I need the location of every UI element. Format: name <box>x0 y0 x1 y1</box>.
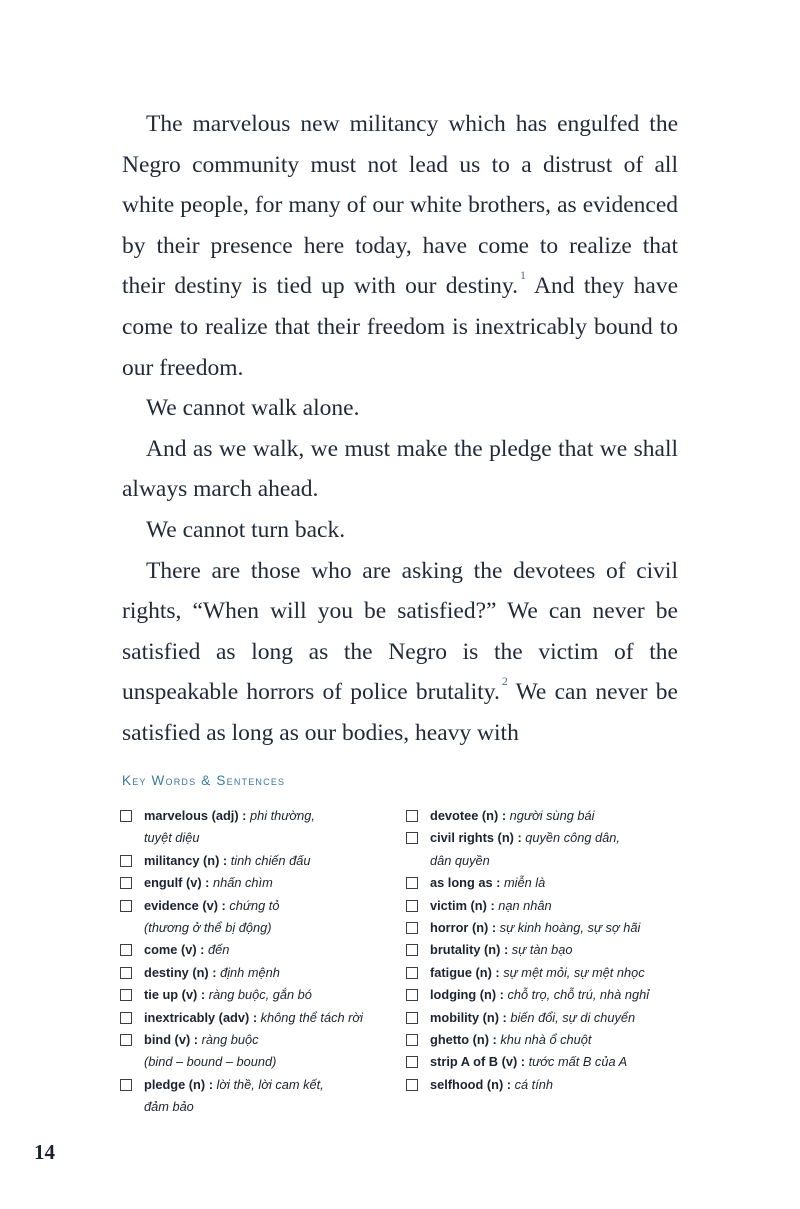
key-word-separator: : <box>208 964 221 980</box>
key-word-item <box>406 1074 686 1096</box>
key-word-separator: : <box>503 1076 515 1092</box>
checkbox-icon[interactable] <box>120 1079 132 1091</box>
key-word-meaning-continued: đảm bảo <box>144 1099 194 1115</box>
key-word-separator: : <box>190 1032 202 1048</box>
key-word-meaning: khu nhà ổ chuột <box>500 1032 592 1048</box>
key-word-meaning: tinh chiến đấu <box>230 852 311 868</box>
key-word-item <box>406 805 686 827</box>
checkbox-icon[interactable] <box>406 810 418 822</box>
checkbox-icon[interactable] <box>120 1034 132 1046</box>
main-text <box>122 104 678 754</box>
checkbox-icon[interactable] <box>120 810 132 822</box>
key-word-separator: : <box>488 920 500 936</box>
key-word-term: bind (v) <box>144 1032 191 1048</box>
key-word-item <box>120 895 395 940</box>
key-word-meaning: phi thường, <box>249 808 315 823</box>
key-word-meaning: nhấn chìm <box>212 875 273 891</box>
key-word-meaning: biến đổi, sự di chuyển <box>510 1009 636 1025</box>
key-word-meaning: miễn là <box>503 875 546 891</box>
key-word-item <box>120 1007 395 1029</box>
key-word-term: selfhood (n) <box>430 1076 504 1092</box>
key-words-right-column <box>406 805 686 1096</box>
key-word-separator: : <box>486 897 499 913</box>
key-word-meaning: sự mệt mỏi, sự mệt nhọc <box>503 964 645 980</box>
key-word-meaning: cá tính <box>514 1076 554 1092</box>
key-word-item <box>406 917 686 939</box>
key-word-separator: : <box>517 1054 529 1070</box>
key-word-item <box>406 895 686 917</box>
key-word-term: marvelous (adj) <box>144 808 239 823</box>
key-word-meaning: tước mất B của A <box>528 1054 628 1070</box>
key-word-term: come (v) <box>144 942 197 958</box>
key-word-item <box>120 1074 395 1119</box>
key-word-separator: : <box>219 852 231 868</box>
paragraph: We cannot walk alone. <box>146 395 360 422</box>
key-word-item <box>406 1051 686 1073</box>
key-word-item <box>120 850 395 872</box>
footnote-marker: 2 <box>501 674 508 689</box>
key-word-meaning-continued: dân quyền <box>430 852 490 868</box>
key-word-separator: : <box>196 942 208 958</box>
key-word-term: strip A of B (v) <box>430 1054 518 1070</box>
key-word-separator: : <box>496 987 508 1003</box>
checkbox-icon[interactable] <box>120 855 132 867</box>
key-word-term: tie up (v) <box>144 987 198 1003</box>
key-word-meaning-continued: (bind – bound – bound) <box>144 1054 277 1070</box>
key-word-item <box>406 939 686 961</box>
key-word-item <box>120 962 395 984</box>
key-word-item <box>120 1029 395 1074</box>
key-word-term: lodging (n) <box>430 987 497 1003</box>
key-word-term: as long as <box>430 875 493 891</box>
key-word-separator: : <box>489 1032 501 1048</box>
checkbox-icon[interactable] <box>120 877 132 889</box>
page-number: 14 <box>34 1140 55 1164</box>
key-word-term: horror (n) <box>430 920 489 936</box>
key-word-meaning: sự tàn bạo <box>511 942 573 958</box>
key-word-item <box>406 872 686 894</box>
key-word-item <box>120 939 395 961</box>
key-word-separator: : <box>217 897 230 913</box>
checkbox-icon[interactable] <box>406 944 418 956</box>
checkbox-icon[interactable] <box>120 944 132 956</box>
checkbox-icon[interactable] <box>120 989 132 1001</box>
key-word-meaning: định mệnh <box>220 964 280 980</box>
checkbox-icon[interactable] <box>120 967 132 979</box>
key-word-meaning-continued: (thương ở thể bị động) <box>144 920 272 936</box>
key-word-meaning: chứng tỏ <box>229 897 280 913</box>
key-word-separator: : <box>249 1009 261 1025</box>
key-word-meaning: chỗ trọ, chỗ trú, nhà nghỉ <box>507 987 650 1003</box>
key-word-item <box>120 805 395 850</box>
checkbox-icon[interactable] <box>406 922 418 934</box>
key-word-meaning: sự kinh hoàng, sự sợ hãi <box>499 920 641 936</box>
checkbox-icon[interactable] <box>406 877 418 889</box>
key-word-separator: : <box>500 942 512 958</box>
key-word-separator: : <box>197 987 209 1003</box>
key-word-term: civil rights (n) <box>430 830 514 846</box>
key-word-item <box>406 1029 686 1051</box>
checkbox-icon[interactable] <box>406 1012 418 1024</box>
key-word-separator: : <box>492 875 504 891</box>
key-word-separator: : <box>201 875 213 891</box>
key-word-term: pledge (n) <box>144 1076 206 1092</box>
key-word-meaning-continued: tuyệt diệu <box>144 830 200 846</box>
key-word-item <box>120 984 395 1006</box>
key-words-left-column <box>120 805 395 1119</box>
key-word-term: militancy (n) <box>144 852 220 868</box>
key-word-separator: : <box>205 1076 217 1092</box>
key-word-meaning: ràng buộc <box>201 1032 259 1048</box>
key-word-term: evidence (v) <box>144 897 218 913</box>
checkbox-icon[interactable] <box>406 1056 418 1068</box>
paragraph: We cannot turn back. <box>146 516 346 543</box>
key-word-item <box>406 827 686 872</box>
key-word-term: victim (n) <box>430 897 487 913</box>
paragraph: There are those who are asking the devotees of civil rights, “When will you be satisfied?” We can never be satisfied as long as the Negro is the victim of the unspeakable horrors of police brutality. $^2$ We can never be satisfied as long as our bodies, heavy with <box>122 557 678 746</box>
key-word-term: brutality (n) <box>430 942 501 958</box>
key-word-term: engulf (v) <box>144 875 202 891</box>
key-word-separator: : <box>491 964 504 980</box>
key-word-separator: : <box>498 1009 511 1025</box>
key-word-item <box>406 962 686 984</box>
key-word-item <box>406 1007 686 1029</box>
key-word-term: devotee (n) <box>430 808 499 823</box>
key-word-term: inextricably (adv) <box>144 1009 250 1025</box>
checkbox-icon[interactable] <box>120 1012 132 1024</box>
checkbox-icon[interactable] <box>406 989 418 1001</box>
key-word-meaning: đến <box>208 942 230 958</box>
key-words-title: Key Words & Sentences <box>122 773 286 788</box>
paragraph: The marvelous new militancy which has engulfed the Negro community must not lead us to a distrust of all white people, for many of our white brothers, as evidenced by their presence here today, have come to realize that their destiny is tied up with our destiny. $^1$ And they have come to realize that their freedom is inextricably bound to our freedom. <box>122 111 678 381</box>
checkbox-icon[interactable] <box>406 967 418 979</box>
key-word-term: mobility (n) <box>430 1009 499 1025</box>
key-word-meaning: quyền công dân, <box>525 830 620 846</box>
checkbox-icon[interactable] <box>120 900 132 912</box>
footnote-marker: 1 <box>520 268 527 283</box>
key-word-separator: : <box>498 808 510 823</box>
key-word-meaning: người sùng bái <box>509 808 595 823</box>
key-word-meaning: lời thề, lời cam kết, <box>216 1076 324 1092</box>
key-word-separator: : <box>238 808 250 823</box>
key-word-item <box>120 872 395 894</box>
checkbox-icon[interactable] <box>406 832 418 844</box>
checkbox-icon[interactable] <box>406 1079 418 1091</box>
key-word-item <box>406 984 686 1006</box>
key-word-term: destiny (n) <box>144 964 209 980</box>
key-word-term: ghetto (n) <box>430 1032 489 1048</box>
key-word-term: fatigue (n) <box>430 964 492 980</box>
checkbox-icon[interactable] <box>406 900 418 912</box>
key-word-meaning: không thể tách rời <box>260 1009 363 1025</box>
key-word-separator: : <box>513 830 526 846</box>
key-word-meaning: nạn nhân <box>498 897 552 913</box>
key-word-meaning: ràng buộc, gắn bó <box>208 987 312 1003</box>
paragraph: And as we walk, we must make the pledge that we shall always march ahead. <box>122 435 678 503</box>
checkbox-icon[interactable] <box>406 1034 418 1046</box>
